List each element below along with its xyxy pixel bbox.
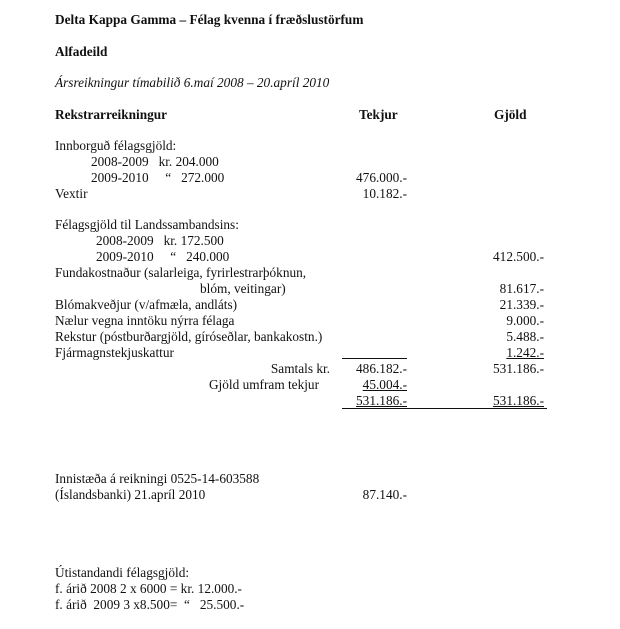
outstanding-2009-line: f. árið 2009 3 x8.500= “ 25.500.-: [55, 597, 245, 612]
division-name: Alfadeild: [55, 44, 108, 59]
interest-income-value: 10.182.-: [362, 186, 407, 201]
document-title: Delta Kappa Gamma – Félag kvenna í fræðslustörfum: [55, 12, 364, 27]
federation-expense-value: 412.500.-: [493, 249, 544, 264]
dues-2008-line: 2008-2009 kr. 204.000: [91, 154, 219, 169]
outstanding-dues-heading: Útistandandi félagsgjöld:: [55, 565, 190, 580]
period-heading: Ársreikningur tímabilið 6.maí 2008 – 20.apríl 2010: [55, 75, 330, 90]
interest-label: Vextir: [55, 186, 88, 201]
dues-income-value: 476.000.-: [356, 170, 407, 185]
dues-2009-line: 2009-2010 “ 272.000: [91, 170, 225, 185]
dues-paid-label: Innborguð félagsgjöld:: [55, 138, 177, 153]
flowers-label: Blómakveðjur (v/afmæla, andláts): [55, 297, 238, 312]
totals-income-value: 486.182.-: [356, 361, 407, 376]
capital-tax-label: Fjármagnstekjuskattur: [55, 345, 174, 360]
outstanding-2008-line: f. árið 2008 2 x 6000 = kr. 12.000.-: [55, 581, 242, 596]
meetings-label-continued: blóm, veitingar): [200, 281, 286, 296]
meetings-expense-value: 81.617.-: [499, 281, 544, 296]
operations-label: Rekstur (póstburðargjöld, gíróseðlar, bankakostn.): [55, 329, 323, 344]
pins-expense-value: 9.000.-: [506, 313, 544, 328]
flowers-expense-value: 21.339.-: [499, 297, 544, 312]
totals-label: Samtals kr.: [270, 361, 330, 376]
income-subtotal-rule: [342, 358, 407, 359]
expense-column-header: Gjöld: [494, 107, 527, 122]
deposit-amount: 87.140.-: [362, 487, 407, 502]
capital-tax-expense-value: 1.242.-: [506, 345, 544, 360]
federation-dues-label: Félagsgjöld til Landssambandsins:: [55, 217, 239, 232]
balance-expense-value: 531.186.-: [493, 393, 544, 408]
federation-2009-line: 2009-2010 “ 240.000: [96, 249, 230, 264]
income-total-double-rule: [342, 408, 407, 409]
totals-expense-value: 531.186.-: [493, 361, 544, 376]
pins-label: Nælur vegna inntöku nýrra félaga: [55, 313, 235, 328]
statement-heading: Rekstrarreikningur: [55, 107, 168, 122]
operations-expense-value: 5.488.-: [506, 329, 544, 344]
federation-2008-line: 2008-2009 kr. 172.500: [96, 233, 224, 248]
deposit-account-line: Innistæða á reikningi 0525-14-603588: [55, 471, 260, 486]
deficit-income-value: 45.004.-: [362, 377, 407, 392]
deficit-label: Gjöld umfram tekjur: [208, 377, 319, 392]
income-column-header: Tekjur: [359, 107, 398, 122]
deposit-bank-line: (Íslandsbanki) 21.apríl 2010: [55, 487, 206, 502]
balance-income-value: 531.186.-: [356, 393, 407, 408]
expense-total-double-rule: [407, 408, 547, 409]
meetings-label: Fundakostnaður (salarleiga, fyrirlestrarþóknun,: [55, 265, 307, 280]
